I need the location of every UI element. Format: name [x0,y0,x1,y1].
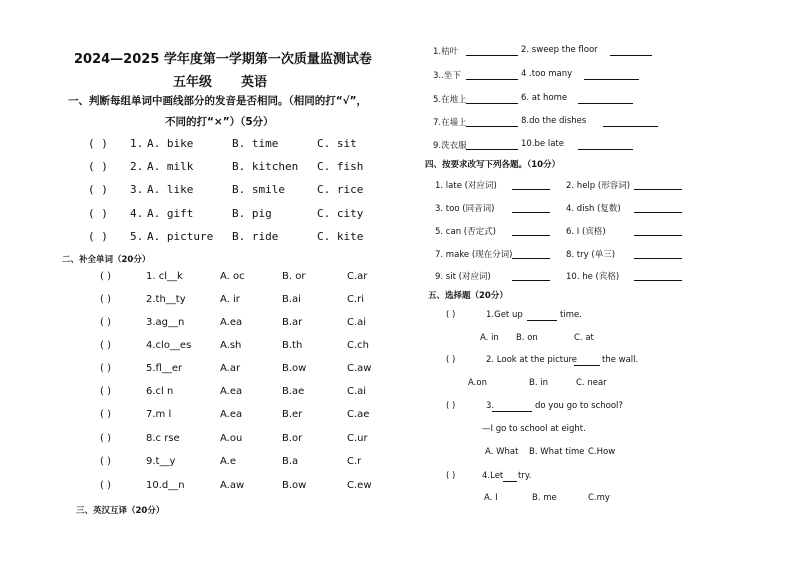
option-c: C.ai [347,386,367,397]
option-c: C.ew [347,480,372,491]
option-c: C.aw [347,363,372,374]
option-c: C.How [588,447,616,457]
option-a: A.ea [220,409,243,420]
item-left: 1. late (对应词) [435,181,497,191]
answer-line[interactable] [466,55,518,56]
item-left: 5.在地上 [433,95,467,105]
option-b: B.th [282,340,303,351]
option-a: A.e [220,456,236,467]
question-number: 3. [130,183,144,196]
answer-bracket[interactable]: ( ) [100,433,111,444]
section2-heading: 二、补全单词（20分） [62,255,151,265]
option-a: A. in [480,333,499,343]
option-a: A.ar [220,363,241,374]
option-c: C. near [576,378,607,388]
answer-bracket[interactable]: ( ) [88,137,108,150]
item-right: 6. I (宾格) [566,227,606,237]
item-left: 5. can (否定式) [435,227,496,237]
section4-heading: 四、按要求改写下列各题。（10分） [425,160,561,170]
item-left: 3..坐下 [433,71,461,81]
option-a: A. oc [220,271,245,282]
word-blank: 2.th__ty [146,294,186,305]
answer-bracket[interactable]: ( ) [100,340,111,351]
option-a: A.aw [220,480,245,491]
answer-line[interactable] [466,79,518,80]
answer-bracket[interactable]: ( ) [88,230,108,243]
word-blank: 1. cl__k [146,271,183,282]
word-blank: 9.t__y [146,456,176,467]
answer-line[interactable] [512,189,550,190]
option-a: A.on [468,378,487,388]
option-a: A.ea [220,386,243,397]
option-b: B. kitchen [232,160,299,173]
option-b: B.ow [282,480,307,491]
answer-line[interactable] [584,79,639,80]
item-left: 3. too (同音词) [435,204,495,214]
item-right: 6. at home [521,93,568,103]
option-b: B.or [282,433,303,444]
answer-line[interactable] [603,126,658,127]
question-number: 5. [130,230,144,243]
answer-bracket[interactable]: ( ) [100,271,111,282]
section1-heading-cont: 不同的打“×”）（5分） [165,116,274,128]
item-right: 2. sweep the floor [521,45,598,55]
option-b: B. ride [232,230,279,243]
question-tail: do you go to school? [535,401,623,411]
option-a: A. What [485,447,519,457]
answer-bracket[interactable]: ( ) [100,317,111,328]
option-b: B.ae [282,386,305,397]
option-b: B.er [282,409,303,420]
question-number: 4. [130,207,144,220]
answer-bracket[interactable]: ( ) [100,480,111,491]
option-c: C.r [347,456,362,467]
option-a: A. bike [147,137,194,150]
option-a: A. like [147,183,194,196]
answer-reply: —I go to school at eight. [482,424,586,434]
answer-bracket[interactable]: ( ) [88,183,108,196]
answer-bracket[interactable]: ( ) [100,456,111,467]
page-title: 2024—2025 学年度第一学期第一次质量监测试卷 [74,52,372,67]
answer-line[interactable] [578,149,633,150]
option-a: A. picture [147,230,214,243]
answer-bracket[interactable]: ( ) [100,409,111,420]
answer-line[interactable] [634,189,682,190]
question-number: 2. [130,160,144,173]
option-c: C.ai [347,317,367,328]
answer-bracket[interactable]: ( ) [446,310,456,320]
answer-line[interactable] [512,280,550,281]
option-b: B. on [516,333,538,343]
answer-line[interactable] [634,212,682,213]
item-left: 9.洗衣服 [433,141,467,151]
option-b: B. time [232,137,279,150]
answer-line[interactable] [503,481,517,482]
word-blank: 5.fl__er [146,363,183,374]
answer-line[interactable] [610,55,652,56]
option-b: B. in [529,378,548,388]
option-b: B. What time [529,447,585,457]
option-c: C.my [588,493,610,503]
option-a: A. gift [147,207,194,220]
item-right: 4 .too many [521,69,573,79]
word-blank: 6.cl n [146,386,174,397]
answer-line[interactable] [492,411,532,412]
answer-line[interactable] [466,149,518,150]
option-a: A.sh [220,340,242,351]
item-left: 7.在墙上 [433,118,467,128]
option-c: C.ae [347,409,370,420]
question-stem: 2. Look at the picture [486,355,578,365]
option-c: C. sit [317,137,357,150]
answer-line[interactable] [634,235,682,236]
answer-line[interactable] [466,103,518,104]
item-left: 1.桔叶 [433,47,459,57]
option-c: C. at [574,333,594,343]
option-c: C.ur [347,433,368,444]
question-number: 1. [130,137,144,150]
item-right: 2. help (形容词) [566,181,631,191]
section3-heading: 三、英汉互译（20分） [76,506,165,516]
option-b: B. pig [232,207,272,220]
question-tail: try. [518,471,532,481]
section5-heading: 五、选择题（20分） [428,291,508,301]
answer-bracket[interactable]: ( ) [446,355,456,365]
answer-line[interactable] [574,365,600,366]
option-c: C. city [317,207,364,220]
option-c: C.ar [347,271,368,282]
option-b: B.ow [282,363,307,374]
word-blank: 3.ag__n [146,317,185,328]
word-blank: 4.clo__es [146,340,192,351]
option-b: B. me [532,493,557,503]
word-blank: 8.c rse [146,433,180,444]
option-a: A. ir [220,294,240,305]
question-stem: 1.Get up [486,310,523,320]
item-right: 8.do the dishes [521,116,587,126]
item-right: 10. he (宾格) [566,272,620,282]
option-a: A. I [484,493,498,503]
option-a: A. milk [147,160,194,173]
answer-bracket[interactable]: ( ) [100,294,111,305]
item-left: 7. make (现在分词) [435,250,513,260]
answer-line[interactable] [527,320,557,321]
option-c: C.ch [347,340,369,351]
answer-line[interactable] [578,103,633,104]
answer-bracket[interactable]: ( ) [88,207,108,220]
answer-bracket[interactable]: ( ) [446,401,456,411]
question-tail: the wall. [602,355,639,365]
word-blank: 10.d__n [146,480,185,491]
option-b: B.a [282,456,299,467]
section1-heading: 一、判断每组单词中画线部分的发音是否相同。（相同的打“√”， [68,95,368,107]
question-stem: 4.Let [482,471,504,481]
answer-bracket[interactable]: ( ) [446,471,456,481]
answer-bracket[interactable]: ( ) [100,386,111,397]
answer-line[interactable] [634,258,682,259]
option-b: B.ar [282,317,303,328]
answer-bracket[interactable]: ( ) [100,363,111,374]
option-c: C.ri [347,294,365,305]
option-c: C. fish [317,160,364,173]
subject-label: 英语 [241,75,268,90]
answer-line[interactable] [634,280,682,281]
answer-line[interactable] [512,258,550,259]
answer-bracket[interactable]: ( ) [88,160,108,173]
answer-line[interactable] [466,126,518,127]
option-a: A.ou [220,433,243,444]
option-c: C. kite [317,230,364,243]
question-tail: time. [560,310,582,320]
answer-line[interactable] [512,235,550,236]
word-blank: 7.m l [146,409,172,420]
option-b: B.ai [282,294,301,305]
grade-label: 五年级 [173,75,213,90]
option-c: C. rice [317,183,364,196]
item-right: 8. try (单三) [566,250,616,260]
answer-line[interactable] [512,212,550,213]
item-left: 9. sit (对应词) [435,272,491,282]
item-right: 10.be late [521,139,564,149]
option-b: B. or [282,271,306,282]
item-right: 4. dish (复数) [566,204,621,214]
question-stem: 3. [486,401,495,411]
option-a: A.ea [220,317,243,328]
option-b: B. smile [232,183,285,196]
